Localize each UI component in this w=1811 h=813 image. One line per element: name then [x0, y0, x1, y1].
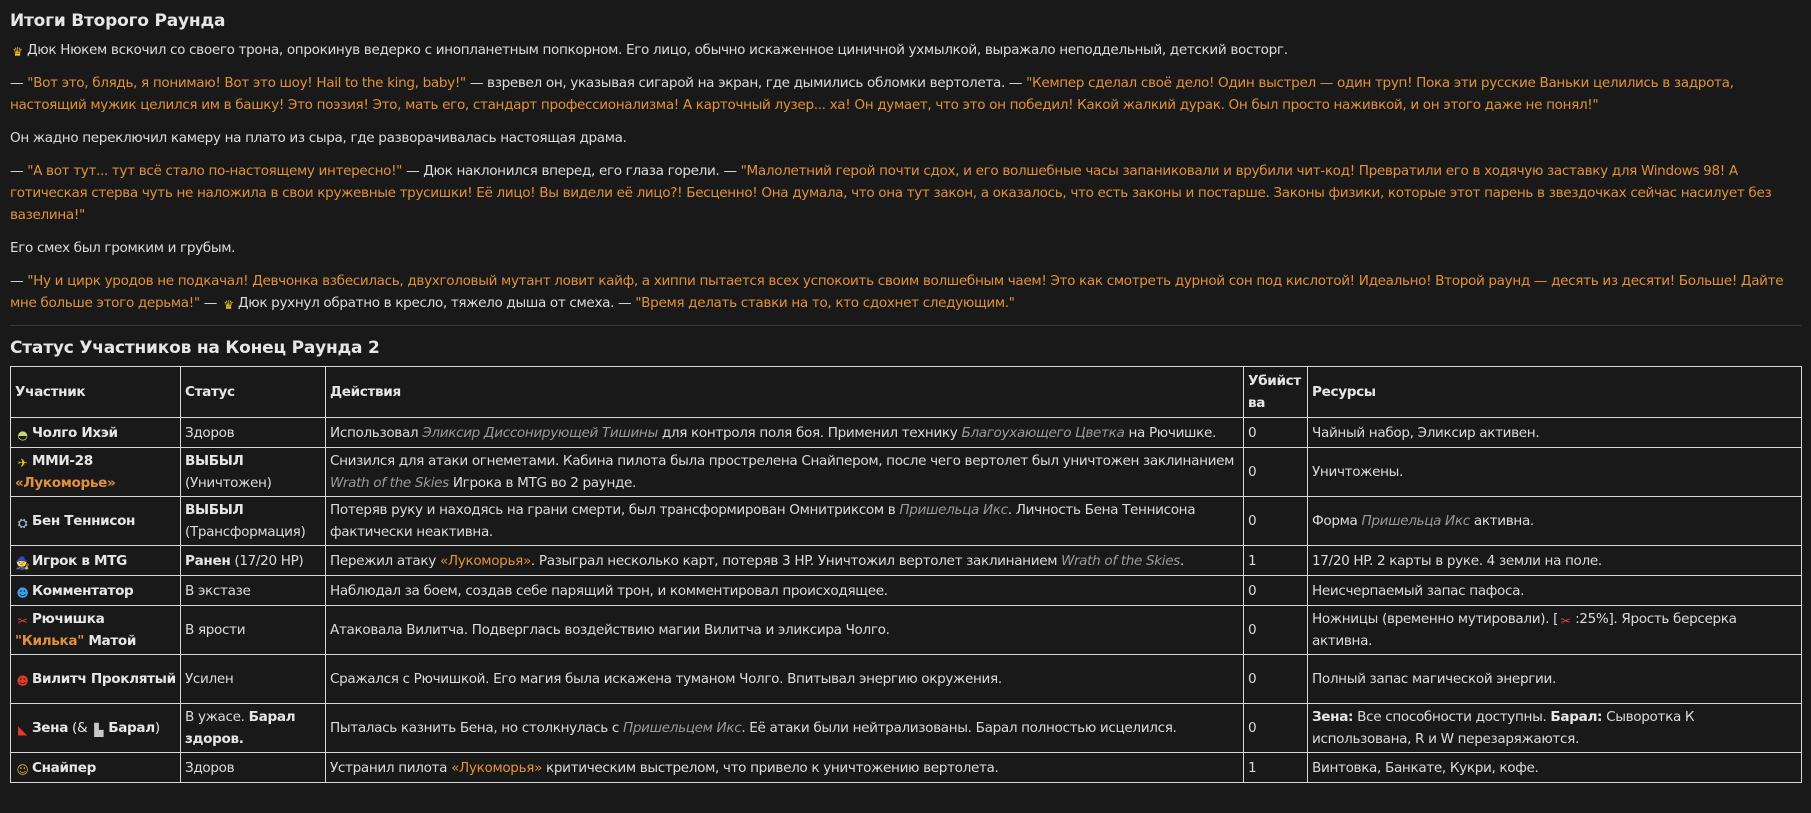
table-row: [11, 704, 1802, 753]
table-title: Статус Участников на Конец Раунда 2: [10, 338, 380, 358]
status-detail: В ужасе.: [185, 709, 249, 725]
text: Форма: [1312, 513, 1362, 529]
resources-cell: [1308, 497, 1802, 546]
table-row: [11, 576, 1802, 606]
table-row: [11, 655, 1802, 704]
resources-cell: Чайный набор, Эликсир активен.: [1308, 418, 1802, 448]
quote: "А вот тут... тут всё стало по-настоящему интересно!": [27, 163, 403, 179]
term: Пришельца Икс: [1361, 513, 1470, 529]
actions-cell: [326, 448, 1244, 497]
participant-name: Игрок в MTG: [32, 552, 127, 569]
narrative-p3: Он жадно переключил камеру на плато из сыра, где разворачивалась настоящая драма.: [10, 130, 627, 146]
participant-name: Зена: [32, 720, 69, 736]
narrative-p1: [10, 39, 1801, 61]
kills-cell: 0: [1244, 606, 1308, 655]
highlight: «Лукоморья»: [439, 552, 531, 569]
text: Использовал: [330, 424, 423, 441]
term: Пришельца Икс: [899, 502, 1008, 518]
narrative-text: — Дюк наклонился вперед, его глаза горели. —: [402, 163, 741, 179]
status-strong: Барал здоров.: [185, 709, 296, 747]
text: .: [1179, 552, 1184, 569]
text: (&: [68, 720, 92, 736]
status-cell: [181, 546, 326, 576]
text: Устранил пилота: [330, 759, 452, 776]
kills-cell: 1: [1244, 753, 1308, 783]
status-cell: [181, 448, 326, 497]
participant-cell: [11, 418, 181, 448]
status-cell: Здоров: [181, 753, 326, 783]
resources-cell: 17/20 HP. 2 карты в руке. 4 земли на поле.: [1308, 546, 1802, 576]
quote: "Кемпер сделал своё дело! Один выстрел — один труп! Пока эти русские Ваньки целились в задрота, настоящий мужик целился им в башку! Это поэзия! Это, мать его, стандарт профессионализма! А карточный лузер... ха! Он думает, что это он победил! Какой жалкий дурак. Он был просто наживкой, и он этого даже не понял!": [10, 75, 1734, 113]
resources-cell: Неисчерпаемый запас пафоса.: [1308, 576, 1802, 606]
kills-cell: 0: [1244, 704, 1308, 753]
crown-icon: ♛: [223, 298, 234, 312]
text: Игрока в MTG во 2 раунде.: [448, 475, 637, 491]
term: Wrath of the Skies: [330, 475, 449, 491]
term: Благоухающего Цветка: [961, 424, 1125, 441]
narrative-text: Дюк Нюкем вскочил со своего трона, опрокинув ведерко с инопланетным попкорном. Его лицо, обычно искаженное циничной ухмылкой, выражало неподдельный, детский восторг.: [27, 42, 1288, 58]
table-row: [11, 418, 1802, 448]
farmer-icon: ☺: [16, 762, 29, 777]
text: . Разыграл несколько карт, потеряв 3 HP. Уничтожил вертолет заклинанием: [530, 552, 1062, 569]
text: Пыталась казнить Бена, но столкнулась с: [330, 720, 624, 736]
participant-name: Бен Теннисон: [32, 513, 136, 529]
term: Пришельцем Икс: [623, 720, 742, 736]
participant-cell: [11, 546, 181, 576]
kills-cell: 1: [1244, 546, 1308, 576]
kills-cell: 0: [1244, 655, 1308, 704]
label: Зена:: [1312, 709, 1354, 725]
status-strong: ВЫБЫЛ: [185, 502, 244, 518]
status-detail: (17/20 HP): [230, 552, 304, 569]
text: Потеряв руку и находясь на грани смерти, был трансформирован Омнитриксом в: [330, 502, 900, 518]
resources-cell: [1308, 704, 1802, 753]
participant-name: Вилитч Проклятый: [32, 671, 176, 687]
table-row: [11, 546, 1802, 576]
quote: "Ну и цирк уродов не подкачал! Девчонка взбесилась, двухголовый мутант ловит кайф, а хиппи пытается всех успокоить своим волшебным чаем! Это как смотреть дурной сон под кислотой! Идеально! Второй раунд — десять из десяти! Больше! Дайте мне больше этого дерьма!": [10, 273, 1784, 311]
participant-name: Рючишка: [32, 611, 105, 627]
crown-icon: ♛: [12, 45, 23, 59]
participant-name: Снайпер: [32, 759, 96, 776]
narrative-text: Дюк рухнул обратно в кресло, тяжело дыша от смеха. —: [237, 295, 636, 311]
tea-bowl-icon: ◓: [17, 427, 28, 442]
actions-cell: Сражался с Рючишкой. Его магия была искажена туманом Чолго. Впитывал энергию окружения.: [326, 655, 1244, 704]
text: :25%]. Ярость берсерка активна.: [1312, 611, 1737, 649]
narrative-p2: [10, 72, 1801, 116]
nickname: "Килька": [15, 633, 84, 649]
text: для контроля поля боя. Применил технику: [657, 424, 962, 441]
dash: —: [10, 75, 28, 91]
actions-cell: Атаковала Вилитча. Подверглась воздействию магии Вилитча и эликсира Чолго.: [326, 606, 1244, 655]
dash: —: [10, 273, 28, 289]
actions-cell: [326, 418, 1244, 448]
boot-icon: ▙: [94, 723, 104, 737]
participant-name: Чолго Ихэй: [32, 424, 118, 441]
quote: "Время делать ставки на то, кто сдохнет следующим.": [635, 295, 1015, 311]
narrative-text: — взревел он, указывая сигарой на экран, где дымились обломки вертолета. —: [465, 75, 1027, 91]
actions-cell: [326, 753, 1244, 783]
header-participant: Участник: [11, 367, 181, 418]
kills-cell: 0: [1244, 576, 1308, 606]
divider: [10, 325, 1801, 326]
term: Эликсир Диссонирующей Тишины: [422, 424, 658, 441]
high-heel-icon: ◣: [18, 723, 27, 737]
text: Все способности доступны.: [1353, 709, 1551, 725]
text: Пережил атаку: [330, 552, 440, 569]
term: Wrath of the Skies: [1061, 552, 1180, 569]
participant-cell: [11, 655, 181, 704]
kills-cell: 0: [1244, 418, 1308, 448]
participant-surname: Матой: [83, 633, 137, 649]
quote: "Вот это, блядь, я понимаю! Вот это шоу! Hail to the king, baby!": [27, 75, 466, 91]
participant-name-quoted: «Лукоморье»: [15, 475, 116, 491]
participants-table: [10, 366, 1802, 783]
ufo-icon: ⛭: [17, 516, 28, 530]
page-title: Итоги Второго Раунда: [10, 11, 226, 31]
quote: "Малолетний герой почти сдох, и его волшебные часы запаниковали и врубили чит-код! Превратили его в ходячую заставку для Windows 98! А готическая стерва чуть не наложила в свои кружевные трусишки! Её лицо! Вы видели её лицо?! Бесценно! Она думала, что она тут закон, а оказалось, что есть законы и постарше. Законы физики, которые этот парень в звездочках сейчас насилует без вазелина!": [10, 163, 1772, 223]
text: ): [154, 720, 160, 736]
actions-cell: [326, 497, 1244, 546]
text: критическим выстрелом, что привело к уничтожению вертолета.: [542, 759, 999, 776]
table-row: [11, 497, 1802, 546]
participant-cell: [11, 576, 181, 606]
status-cell: Здоров: [181, 418, 326, 448]
status-cell: Усилен: [181, 655, 326, 704]
participant-cell: [11, 448, 181, 497]
kills-cell: 0: [1244, 448, 1308, 497]
resources-cell: Полный запас магической энергии.: [1308, 655, 1802, 704]
header-resources: Ресурсы: [1308, 367, 1802, 418]
text: Ножницы (временно мутировали). [: [1312, 611, 1559, 627]
actions-cell: Наблюдал за боем, создав себе парящий трон, и комментировал происходящее.: [326, 576, 1244, 606]
scissors-icon: ✂: [17, 614, 28, 628]
actions-cell: [326, 546, 1244, 576]
participant-cell: [11, 497, 181, 546]
text: . Её атаки были нейтрализованы. Барал полностью исцелился.: [741, 720, 1177, 736]
theater-masks-icon: ☻: [16, 585, 29, 600]
header-actions: Действия: [326, 367, 1244, 418]
status-cell: [181, 704, 326, 753]
helicopter-icon: ✈: [17, 456, 28, 470]
narrative-p4: [10, 160, 1801, 226]
kills-cell: 0: [1244, 497, 1308, 546]
dash: —: [199, 295, 221, 311]
text: . Личность Бена Теннисона фактически неактивна.: [330, 502, 1196, 540]
table-row: [11, 753, 1802, 783]
table-row: [11, 606, 1802, 655]
resources-cell: Винтовка, Банкате, Кукри, кофе.: [1308, 753, 1802, 783]
table-header-row: [11, 367, 1802, 418]
devil-icon: ☻: [16, 674, 29, 688]
text: на Рючишке.: [1124, 424, 1216, 441]
participant-name: ММИ-28: [32, 453, 93, 469]
narrative-p6: [10, 270, 1801, 314]
dash: —: [10, 163, 28, 179]
text: Сыворотка К использована, R и W перезаряжаются.: [1312, 709, 1695, 747]
participant-cell: [11, 753, 181, 783]
header-kills: Убийст ва: [1244, 367, 1308, 418]
status-cell: В ярости: [181, 606, 326, 655]
highlight: «Лукоморья»: [451, 759, 543, 776]
status-strong: Ранен: [185, 552, 231, 569]
table-row: [11, 448, 1802, 497]
narrative-p5: Его смех был громким и грубым.: [10, 240, 236, 256]
label: Барал:: [1550, 709, 1603, 725]
actions-cell: [326, 704, 1244, 753]
participant-cell: [11, 704, 181, 753]
status-detail: (Уничтожен): [185, 475, 272, 491]
wizard-icon: 🧙: [15, 555, 30, 570]
participant-name: Комментатор: [32, 582, 134, 599]
status-cell: [181, 497, 326, 546]
text: активна.: [1469, 513, 1534, 529]
status-cell: В экстазе: [181, 576, 326, 606]
header-status: Статус: [181, 367, 326, 418]
participant-name: Барал: [108, 720, 155, 736]
resources-cell: Уничтожены.: [1308, 448, 1802, 497]
scissors-icon: ✂: [1560, 614, 1571, 628]
participant-cell: [11, 606, 181, 655]
status-detail: (Трансформация): [185, 524, 306, 540]
status-strong: ВЫБЫЛ: [185, 453, 244, 469]
resources-cell: [1308, 606, 1802, 655]
text: Снизился для атаки огнеметами. Кабина пилота была прострелена Снайпером, после чего вертолет был уничтожен заклинанием: [330, 453, 1235, 469]
